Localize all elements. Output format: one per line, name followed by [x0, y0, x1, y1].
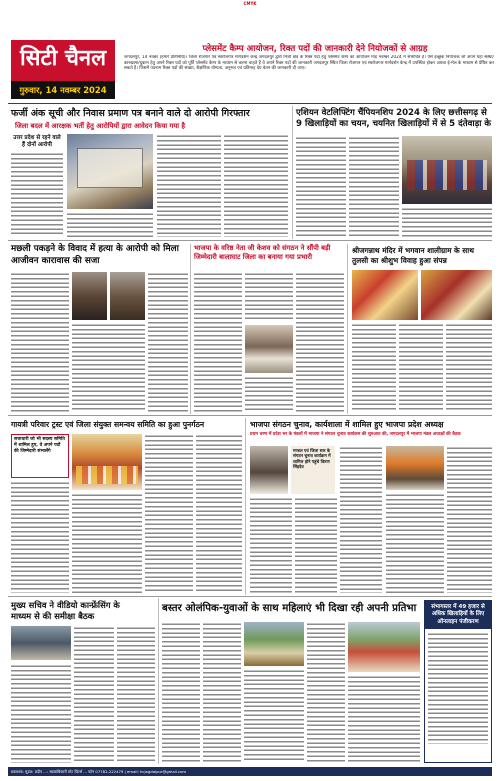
sidebox [424, 600, 492, 763]
story-d-body-1 [194, 272, 242, 412]
story-e-headline: श्रीजगन्नाथ मंदिर में भगवान शालीग्राम के साथ तुलसी का श्रीशुभ विवाह हुआ संपन्न [352, 246, 474, 265]
story-i-body-1 [162, 622, 200, 763]
story-b-headline: एशियन वेटलिफ्टिंग चैंपियनशिप 2024 के लिए छत्तीसगढ़ से 9 खिलाड़ियों का चयन, चयनित खिलाड़ियों में से 5 दंतेवाड़ा के [296, 108, 492, 129]
story-h-photo [11, 626, 71, 660]
story-c-photo-1 [72, 272, 107, 320]
story-c-body-3 [148, 272, 188, 412]
story-h-body-2 [74, 626, 114, 763]
story-f-body-1 [11, 481, 69, 593]
story-a-body-1 [11, 152, 63, 237]
story-d-headline: भाजपा के वरिष्ठ नेता जी केशव को संगठन ने सौंपी बड़ी जिम्मेदारी बालाघाट जिला का बनाया गया प्रभारी [194, 244, 331, 261]
print-mark-top: CMYK [243, 1, 257, 6]
story-a-headline: फर्जी अंक सूची और निवास प्रमाण पत्र बनाने वाले दो आरोपी गिरफ्तार [11, 108, 250, 119]
story-g-headline: भाजपा संगठन चुनाव, कार्यशाला में शामिल हुए भाजपा प्रदेश अध्यक्ष [250, 420, 444, 429]
column-divider-2 [190, 244, 191, 414]
story-a-body-3 [224, 134, 288, 237]
story-b-photo-caption [402, 207, 492, 237]
top-story-lead: जगदलपुर, 14 नवंबर (हमारे प्रतिनिधि)। जिला रोजगार एवं स्वरोजगार मार्गदर्शन केन्द्र जगदलपुर द्वारा निजी क्षेत्र के रिक्त पदों हेतु प्लेसमेंट कैम्प का आयोजन माह नवम्बर 2024 में संभावित है। ऐसे इच्छुक नियोजक जो अपने यहां संस्था/कारखाना/दुकान हेतु अपने रिक्त पदों को पूर्ति प्लेसमेंट कैम्प के माध्यम से करना चाहते हैं वे अपने रिक्त पदों की जानकारी जगदलपुर स्थित जिला रोजगार एवं स्वरोजगार मार्गदर्शन केन्द्र में उपस्थित होकर अथवा ई-मेल के माध्यम से प्रेषित कर सकते हैं। जिसमें पदनाम रिक्त पदों की संख्या, शैक्षणिक योग्यता, अनुभव एवं प्रतिमाह देय वेतन की जानकारी दी जाए। [124, 55, 494, 72]
story-c-headline: मछली पकड़ने के विवाद में हत्या के आरोपी को मिला आजीवन कारावास की सजा [11, 244, 179, 266]
story-c-body-1 [11, 272, 69, 412]
footer-text: प्रकाशक: मुद्रक: प्रदीप ...: स्वत्वाधिकारी स्टेट प्रिंटर्स ... फोन 07782-222479 | email: hcjagdalpur@gmail.com [11, 769, 187, 774]
story-f-body-2 [72, 493, 142, 593]
story-c-photo-2 [110, 272, 145, 320]
story-i-body-3 [244, 669, 304, 763]
story-i-body-5 [348, 675, 420, 763]
story-h-body-3 [117, 626, 155, 763]
sidebox-body [428, 632, 488, 744]
story-g-strap: प्रथम चरण में प्रदेश भर के मंडलों में भाजपा ने संगठन चुनाव कार्यक्रम की शुरुआत की, जगदलपुर में भाजपा मंडल अध्यक्षों की बैठक [250, 432, 461, 437]
story-a-photo [67, 134, 153, 209]
story-c-body-2 [72, 323, 145, 412]
story-f-headline: गायत्री परिवार ट्रस्ट एवं जिला संयुक्त समन्वय समिति का हुआ पुनर्गठन [11, 420, 205, 429]
story-a-kicker: उत्तर प्रदेश से रहने वाले हैं दोनों आरोपी [13, 135, 61, 148]
column-divider-4 [245, 418, 246, 595]
story-g-body-3 [340, 446, 382, 593]
masthead-title: सिटी चैनल [19, 46, 107, 71]
story-b-body-2 [349, 136, 399, 237]
story-e-body-2 [399, 323, 443, 412]
masthead-date: गुरुवार, 14 नवम्बर 2024 [19, 85, 107, 95]
story-a-photo-caption [67, 212, 153, 237]
column-divider-1 [292, 106, 293, 239]
rule-4 [8, 596, 492, 597]
rule-3 [8, 415, 492, 416]
story-d-body-2 [245, 272, 293, 322]
story-f-box [11, 434, 69, 478]
story-i-headline: बस्तर ओलंपिक-युवाओं के साथ महिलाएं भी दिखा रही अपनी प्रतिभा [162, 603, 417, 614]
story-i-photo-1 [244, 622, 304, 666]
story-f-box-label: सत्ताधारी जो भी सदस्य समिति में शामिल हुए, वे अपने पदों की जिम्मेदारी संभालेंगे [14, 437, 65, 454]
rule-2 [8, 240, 492, 241]
story-g-photo-2 [386, 446, 444, 490]
rule-1 [8, 103, 492, 104]
story-i-body-4 [307, 622, 345, 763]
story-i-photo-2 [348, 622, 420, 672]
top-story-headline: प्लेसमेंट कैम्प आयोजन, रिक्त पदों की जानकारी देने नियोजकों से आग्रह [202, 44, 428, 54]
story-g-body-5 [447, 446, 492, 593]
story-e-body-1 [352, 323, 396, 412]
story-f-photo [72, 434, 142, 490]
column-divider-3 [347, 244, 348, 414]
story-d-body-3 [245, 376, 293, 412]
story-a-body-2 [157, 134, 221, 237]
story-f-body-4 [196, 434, 242, 593]
story-g-body-2 [295, 497, 337, 593]
footer-bar [8, 767, 492, 776]
sidebox-title: संभागस्तर में 49 हजार से अधिक खिलाड़ियों के लिए ऑनलाइन पंजीकरण [425, 601, 491, 629]
story-d-photo [245, 325, 293, 373]
story-i-body-2 [203, 622, 241, 763]
story-g-body-1 [250, 497, 292, 593]
story-g-photo-1 [250, 446, 288, 494]
story-b-body-1 [296, 136, 346, 237]
story-h-headline: मुख्य सचिव ने वीडियो कान्फ्रेंसिंग के माध्यम से की समीक्षा बैठक [11, 600, 120, 621]
column-divider-5 [158, 598, 159, 764]
masthead-block [11, 40, 115, 99]
story-d-body-4 [296, 272, 344, 412]
story-f-body-3 [145, 434, 193, 593]
story-a-subhead: जिला बदल में आरक्षक भर्ती हेतु आरोपियों द्वारा आवेदन किया गया है [15, 122, 186, 130]
story-b-photo [402, 136, 492, 204]
story-e-body-3 [446, 323, 492, 412]
story-e-photo-2 [421, 270, 492, 320]
story-g-caption: मण्डल एवं जिला स्तर के संगठन चुनाव कार्यक्रम में शामिल होने पहुंचे किरण सिंहदेव [291, 446, 335, 494]
masthead-date-bar [11, 81, 115, 99]
story-g-body-4 [386, 493, 444, 593]
story-h-body-1 [11, 664, 71, 763]
story-e-photo-1 [352, 270, 418, 320]
